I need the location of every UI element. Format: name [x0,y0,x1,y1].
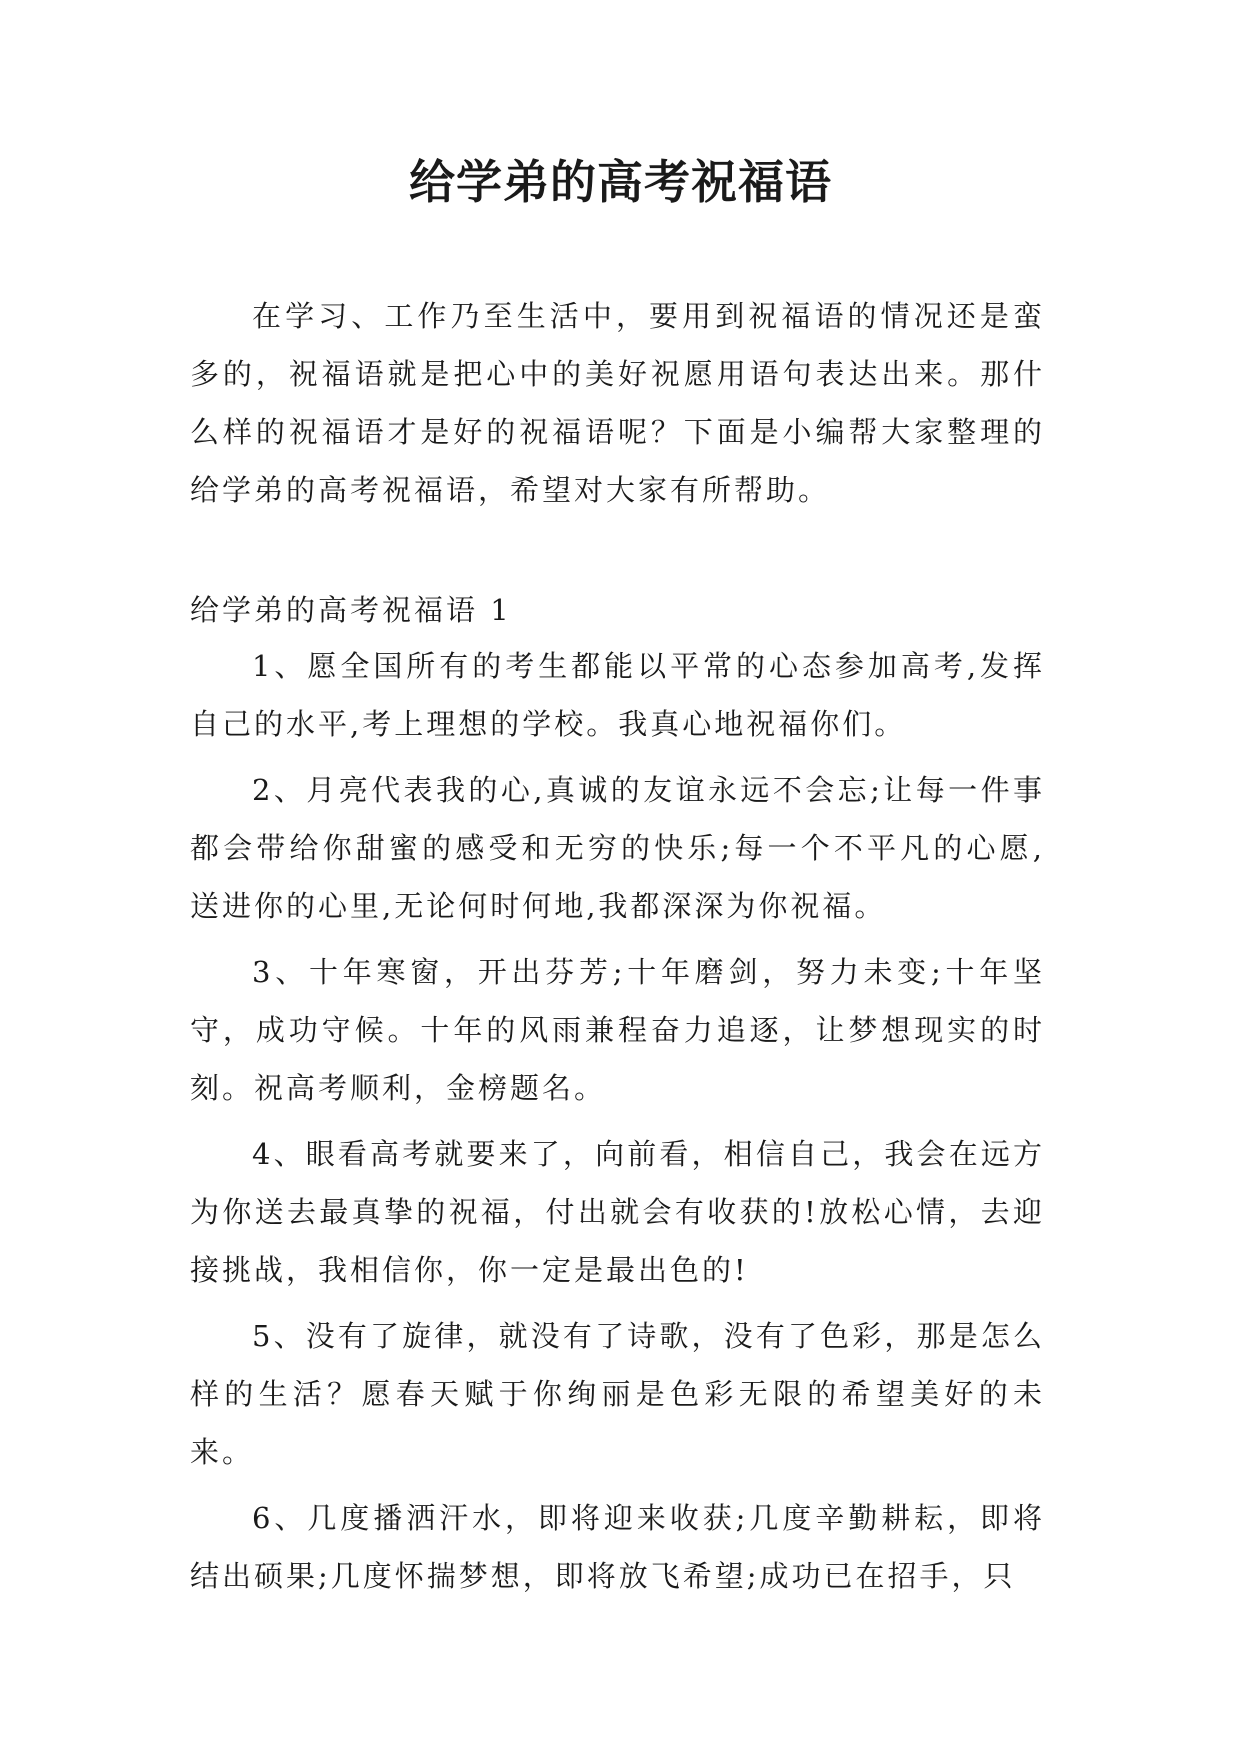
intro-text: 在学习、工作乃至生活中，要用到祝福语的情况还是蛮多的，祝福语就是把心中的美好祝愿用语句表达出来。那什么样的祝福语才是好的祝福语呢？下面是小编帮大家整理的给学弟的高考祝福语，希望对大家有所帮助。 [190,299,1045,507]
list-item: 4、眼看高考就要来了，向前看，相信自己，我会在远方为你送去最真挚的祝福，付出就会有收获的!放松心情，去迎接挑战，我相信你，你一定是最出色的! [190,1137,1045,1287]
section-heading: 给学弟的高考祝福语 1 [190,593,512,627]
list-item: 3、十年寒窗，开出芬芳;十年磨剑，努力未变;十年坚守，成功守候。十年的风雨兼程奋力追逐，让梦想现实的时刻。祝高考顺利，金榜题名。 [190,955,1045,1105]
intro-paragraph [190,287,1045,519]
document-title: 给学弟的高考祝福语 [409,155,832,209]
list-item: 2、月亮代表我的心,真诚的友谊永远不会忘;让每一件事都会带给你甜蜜的感受和无穷的快乐;每一个不平凡的心愿,送进你的心里,无论何时何地,我都深深为你祝福。 [190,773,1045,923]
list-item: 6、几度播洒汗水，即将迎来收获;几度辛勤耕耘，即将结出硕果;几度怀揣梦想，即将放飞希望;成功已在招手，只 [190,1501,1045,1593]
list-item: 1、愿全国所有的考生都能以平常的心态参加高考,发挥自己的水平,考上理想的学校。我真心地祝福你们。 [190,649,1045,741]
blessing-list [190,637,1045,1613]
list-item: 5、没有了旋律，就没有了诗歌，没有了色彩，那是怎么样的生活？愿春天赋于你绚丽是色彩无限的希望美好的未来。 [190,1319,1045,1469]
